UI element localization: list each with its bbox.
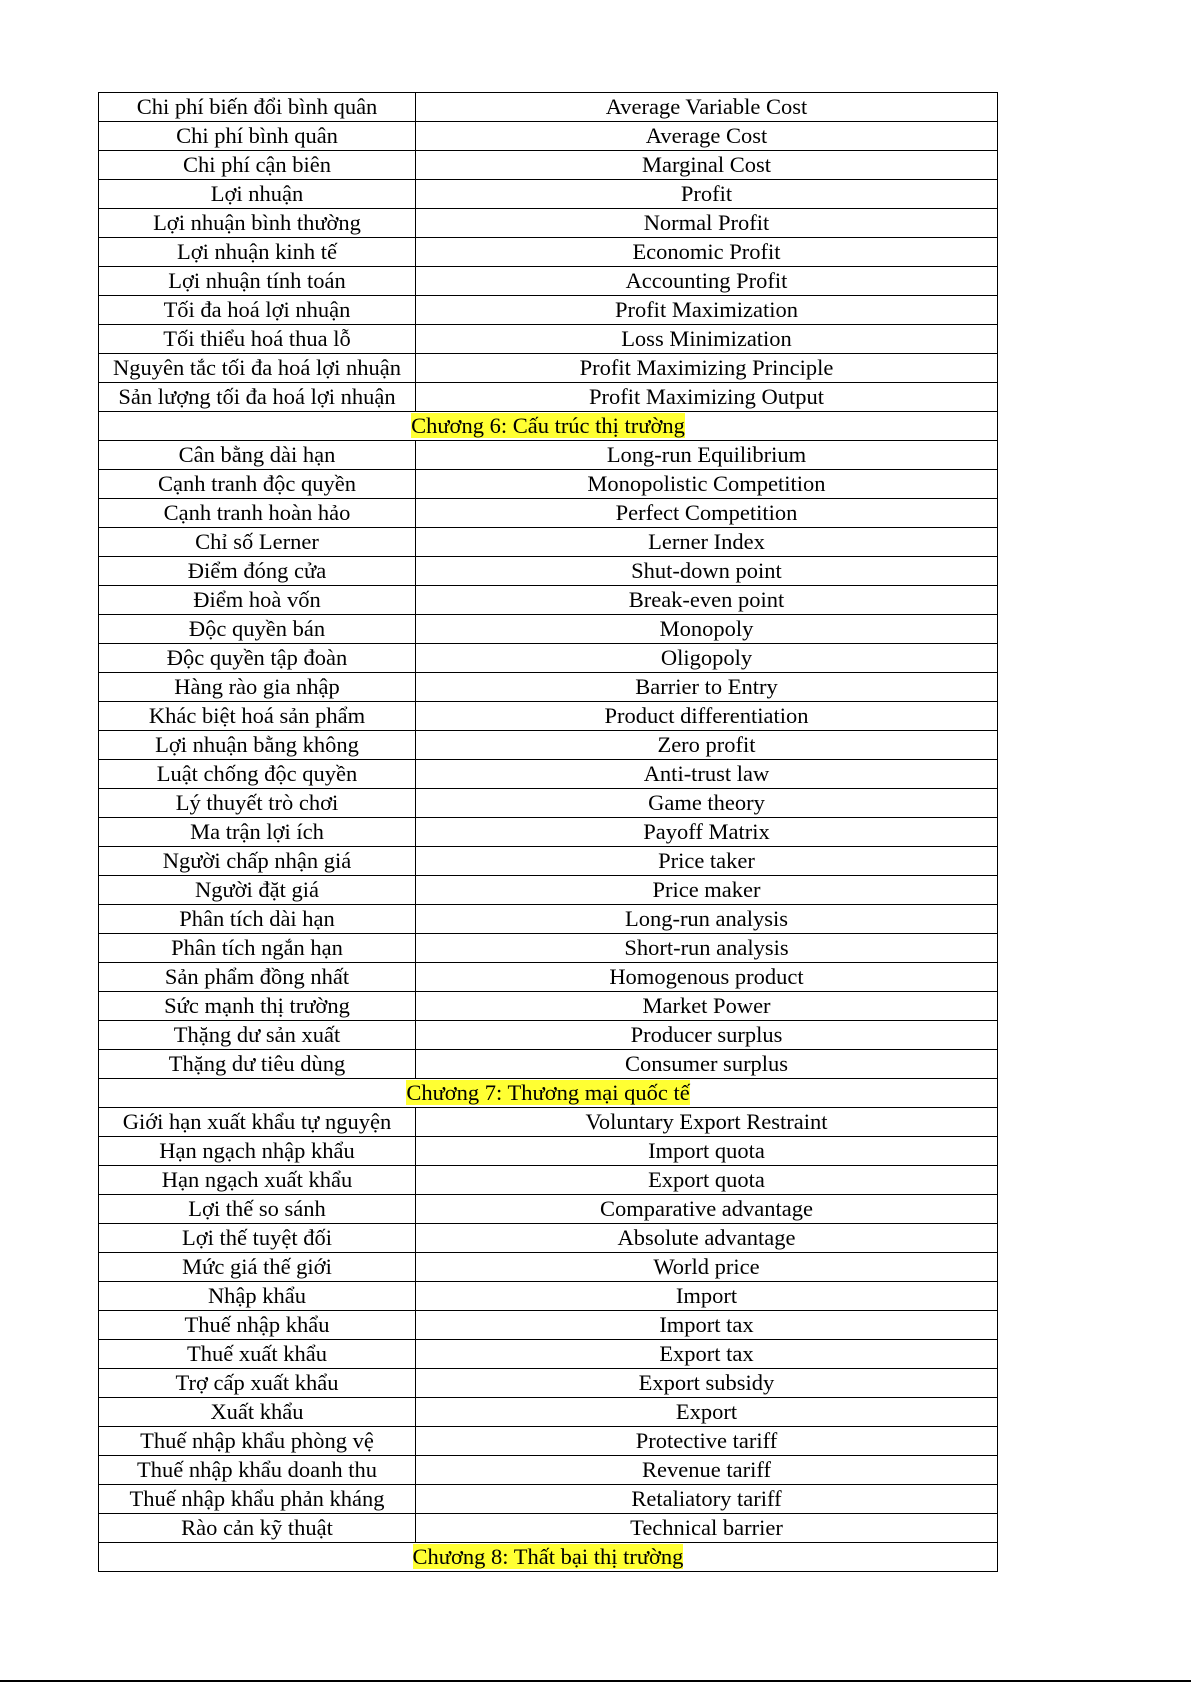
term-row <box>99 731 998 760</box>
chapter-row <box>99 1543 998 1572</box>
term-row <box>99 1456 998 1485</box>
term-vietnamese: Độc quyền bán <box>99 615 416 644</box>
term-english: Voluntary Export Restraint <box>416 1108 998 1137</box>
term-row <box>99 441 998 470</box>
glossary-table <box>98 92 998 1572</box>
term-english: Long-run Equilibrium <box>416 441 998 470</box>
term-vietnamese: Khác biệt hoá sản phẩm <box>99 702 416 731</box>
term-english: Homogenous product <box>416 963 998 992</box>
chapter-cell <box>99 1543 998 1572</box>
term-row <box>99 122 998 151</box>
term-vietnamese: Rào cản kỹ thuật <box>99 1514 416 1543</box>
term-row <box>99 1253 998 1282</box>
term-row <box>99 1369 998 1398</box>
term-vietnamese: Giới hạn xuất khẩu tự nguyện <box>99 1108 416 1137</box>
term-english: Long-run analysis <box>416 905 998 934</box>
term-vietnamese: Hạn ngạch xuất khẩu <box>99 1166 416 1195</box>
term-row <box>99 354 998 383</box>
term-row <box>99 267 998 296</box>
term-vietnamese: Cạnh tranh độc quyền <box>99 470 416 499</box>
term-row <box>99 963 998 992</box>
term-vietnamese: Thuế nhập khẩu phòng vệ <box>99 1427 416 1456</box>
term-english: Market Power <box>416 992 998 1021</box>
term-vietnamese: Lợi nhuận bình thường <box>99 209 416 238</box>
term-vietnamese: Lợi thế so sánh <box>99 1195 416 1224</box>
term-row <box>99 325 998 354</box>
term-row <box>99 789 998 818</box>
term-row <box>99 1108 998 1137</box>
term-english: Monopolistic Competition <box>416 470 998 499</box>
term-vietnamese: Thặng dư tiêu dùng <box>99 1050 416 1079</box>
term-vietnamese: Lợi thế tuyệt đối <box>99 1224 416 1253</box>
term-english: Price maker <box>416 876 998 905</box>
term-english: Profit Maximizing Output <box>416 383 998 412</box>
term-english: Absolute advantage <box>416 1224 998 1253</box>
term-vietnamese: Lợi nhuận <box>99 180 416 209</box>
term-vietnamese: Mức giá thế giới <box>99 1253 416 1282</box>
term-vietnamese: Nhập khẩu <box>99 1282 416 1311</box>
term-row <box>99 557 998 586</box>
term-vietnamese: Luật chống độc quyền <box>99 760 416 789</box>
term-english: Oligopoly <box>416 644 998 673</box>
term-vietnamese: Điểm đóng cửa <box>99 557 416 586</box>
term-vietnamese: Lợi nhuận tính toán <box>99 267 416 296</box>
term-row <box>99 673 998 702</box>
chapter-cell <box>99 1079 998 1108</box>
term-english: Zero profit <box>416 731 998 760</box>
term-vietnamese: Hạn ngạch nhập khẩu <box>99 1137 416 1166</box>
term-vietnamese: Thuế nhập khẩu <box>99 1311 416 1340</box>
term-vietnamese: Nguyên tắc tối đa hoá lợi nhuận <box>99 354 416 383</box>
term-vietnamese: Người đặt giá <box>99 876 416 905</box>
term-english: Shut-down point <box>416 557 998 586</box>
term-vietnamese: Thuế nhập khẩu doanh thu <box>99 1456 416 1485</box>
term-english: Consumer surplus <box>416 1050 998 1079</box>
chapter-heading: Chương 6: Cấu trúc thị trường <box>411 413 685 438</box>
term-english: Anti-trust law <box>416 760 998 789</box>
term-vietnamese: Thuế xuất khẩu <box>99 1340 416 1369</box>
term-row <box>99 528 998 557</box>
term-row <box>99 1427 998 1456</box>
glossary-body <box>99 93 998 1572</box>
term-row <box>99 1485 998 1514</box>
term-row <box>99 499 998 528</box>
term-row <box>99 644 998 673</box>
term-english: Perfect Competition <box>416 499 998 528</box>
term-english: Profit Maximization <box>416 296 998 325</box>
term-row <box>99 383 998 412</box>
term-english: Profit Maximizing Principle <box>416 354 998 383</box>
term-vietnamese: Phân tích ngắn hạn <box>99 934 416 963</box>
term-english: Import <box>416 1282 998 1311</box>
term-vietnamese: Chỉ số Lerner <box>99 528 416 557</box>
term-vietnamese: Điểm hoà vốn <box>99 586 416 615</box>
term-row <box>99 1282 998 1311</box>
term-row <box>99 93 998 122</box>
term-english: Technical barrier <box>416 1514 998 1543</box>
term-vietnamese: Sức mạnh thị trường <box>99 992 416 1021</box>
term-row <box>99 209 998 238</box>
term-vietnamese: Cạnh tranh hoàn hảo <box>99 499 416 528</box>
term-vietnamese: Chi phí bình quân <box>99 122 416 151</box>
page-bottom-rule <box>0 1680 1191 1682</box>
term-english: Short-run analysis <box>416 934 998 963</box>
term-vietnamese: Thặng dư sản xuất <box>99 1021 416 1050</box>
term-english: Retaliatory tariff <box>416 1485 998 1514</box>
term-row <box>99 702 998 731</box>
term-english: Profit <box>416 180 998 209</box>
term-row <box>99 1340 998 1369</box>
term-vietnamese: Thuế nhập khẩu phản kháng <box>99 1485 416 1514</box>
term-english: Import quota <box>416 1137 998 1166</box>
term-english: Barrier to Entry <box>416 673 998 702</box>
term-vietnamese: Cân bằng dài hạn <box>99 441 416 470</box>
term-vietnamese: Chi phí cận biên <box>99 151 416 180</box>
term-vietnamese: Lý thuyết trò chơi <box>99 789 416 818</box>
term-row <box>99 238 998 267</box>
term-vietnamese: Chi phí biến đổi bình quân <box>99 93 416 122</box>
term-english: Import tax <box>416 1311 998 1340</box>
term-english: World price <box>416 1253 998 1282</box>
term-row <box>99 1021 998 1050</box>
term-vietnamese: Trợ cấp xuất khẩu <box>99 1369 416 1398</box>
term-english: Comparative advantage <box>416 1195 998 1224</box>
chapter-cell <box>99 412 998 441</box>
term-english: Average Cost <box>416 122 998 151</box>
term-row <box>99 1137 998 1166</box>
term-vietnamese: Tối thiểu hoá thua lỗ <box>99 325 416 354</box>
term-row <box>99 180 998 209</box>
term-english: Protective tariff <box>416 1427 998 1456</box>
term-vietnamese: Ma trận lợi ích <box>99 818 416 847</box>
term-row <box>99 992 998 1021</box>
term-english: Lerner Index <box>416 528 998 557</box>
term-english: Export subsidy <box>416 1369 998 1398</box>
term-english: Export quota <box>416 1166 998 1195</box>
term-row <box>99 151 998 180</box>
term-english: Accounting Profit <box>416 267 998 296</box>
term-vietnamese: Phân tích dài hạn <box>99 905 416 934</box>
term-vietnamese: Hàng rào gia nhập <box>99 673 416 702</box>
chapter-heading: Chương 8: Thất bại thị trường <box>412 1544 684 1569</box>
term-vietnamese: Sản lượng tối đa hoá lợi nhuận <box>99 383 416 412</box>
term-row <box>99 1311 998 1340</box>
term-english: Payoff Matrix <box>416 818 998 847</box>
term-row <box>99 818 998 847</box>
chapter-row <box>99 412 998 441</box>
term-english: Break-even point <box>416 586 998 615</box>
term-row <box>99 876 998 905</box>
term-english: Export tax <box>416 1340 998 1369</box>
term-english: Product differentiation <box>416 702 998 731</box>
term-english: Loss Minimization <box>416 325 998 354</box>
term-vietnamese: Lợi nhuận bằng không <box>99 731 416 760</box>
chapter-row <box>99 1079 998 1108</box>
term-row <box>99 296 998 325</box>
term-row <box>99 760 998 789</box>
term-english: Producer surplus <box>416 1021 998 1050</box>
term-vietnamese: Người chấp nhận giá <box>99 847 416 876</box>
term-english: Marginal Cost <box>416 151 998 180</box>
term-vietnamese: Độc quyền tập đoàn <box>99 644 416 673</box>
term-vietnamese: Sản phẩm đồng nhất <box>99 963 416 992</box>
term-vietnamese: Lợi nhuận kinh tế <box>99 238 416 267</box>
term-row <box>99 470 998 499</box>
term-vietnamese: Xuất khẩu <box>99 1398 416 1427</box>
term-row <box>99 1224 998 1253</box>
term-row <box>99 1514 998 1543</box>
term-row <box>99 586 998 615</box>
term-row <box>99 1398 998 1427</box>
term-row <box>99 905 998 934</box>
term-english: Monopoly <box>416 615 998 644</box>
term-row <box>99 934 998 963</box>
term-english: Export <box>416 1398 998 1427</box>
term-english: Average Variable Cost <box>416 93 998 122</box>
term-english: Revenue tariff <box>416 1456 998 1485</box>
term-english: Game theory <box>416 789 998 818</box>
term-vietnamese: Tối đa hoá lợi nhuận <box>99 296 416 325</box>
term-row <box>99 615 998 644</box>
term-english: Normal Profit <box>416 209 998 238</box>
term-row <box>99 1166 998 1195</box>
term-row <box>99 1050 998 1079</box>
term-row <box>99 1195 998 1224</box>
term-english: Price taker <box>416 847 998 876</box>
term-english: Economic Profit <box>416 238 998 267</box>
chapter-heading: Chương 7: Thương mại quốc tế <box>406 1080 690 1105</box>
term-row <box>99 847 998 876</box>
